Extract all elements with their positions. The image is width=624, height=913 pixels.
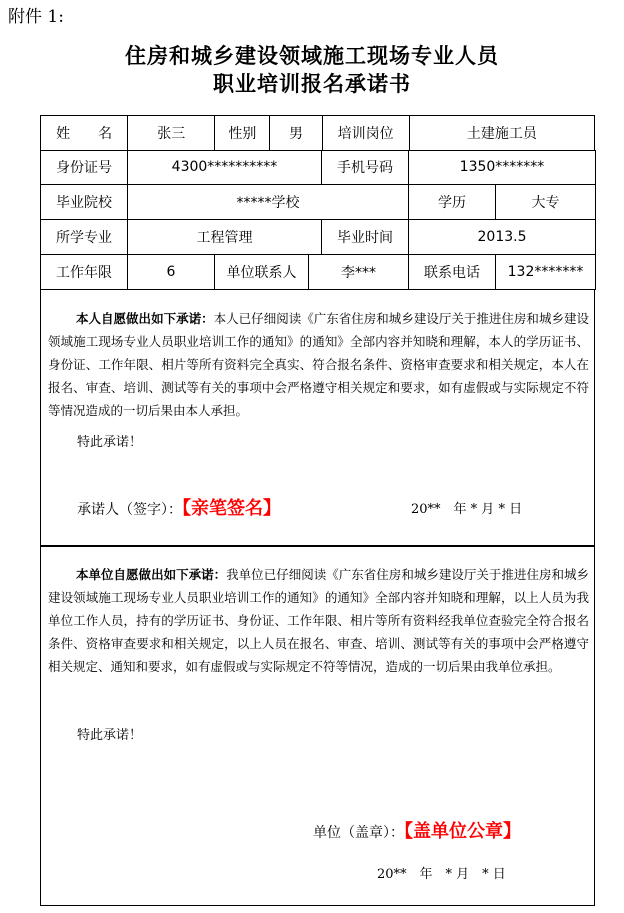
unit-special-note: 特此承诺！ [77, 728, 143, 743]
edu-value: 大专 [496, 185, 596, 220]
name-label: 姓 名 [41, 116, 128, 151]
unit-pledge-text [48, 563, 589, 678]
personal-pledge-section [40, 290, 595, 546]
contact-phone-value: 132******* [496, 255, 596, 290]
stamp-label: 单位（盖章）： [313, 825, 404, 841]
info-table-4 [40, 220, 596, 255]
pledge-form [40, 115, 595, 905]
info-table-2 [40, 150, 596, 185]
unit-contact-value: 李*** [309, 255, 409, 290]
table-row [41, 116, 595, 151]
school-label: 毕业院校 [41, 185, 128, 220]
personal-pledge-lead: 本人自愿做出如下承诺： [76, 311, 214, 326]
personal-pledge-body: 本人已仔细阅读《广东省住房和城乡建设厅关于推进住房和城乡建设领域施工现场专业人员职业培训工作的通知》的通知》全部内容并知晓和理解，本人的学历证书、身份证、工作年限、相片等所有资料完全真实、符合报名条件、资格审查要求和相关规定，本人在报名、审查、培训、测试等有关的事项中会严格遵守相关规定和要求，如有虚假或与实际规定不符等情况造成的一切后果由本人承担。 [48, 311, 589, 418]
grad-value: 2013.5 [409, 220, 596, 255]
contact-phone-label: 联系电话 [409, 255, 496, 290]
unit-date: 20** 年 * 月 * 日 [377, 867, 506, 882]
document-title: 住房和城乡建设领域施工现场专业人员 [125, 43, 499, 68]
personal-pledge-text [48, 307, 589, 422]
stamp-row [313, 817, 521, 843]
info-table-3 [40, 185, 596, 220]
signature-placeholder: 【亲笔签名】 [182, 498, 281, 519]
post-label: 培训岗位 [322, 116, 409, 151]
id-label: 身份证号 [41, 150, 128, 185]
post-value: 土建施工员 [409, 116, 594, 151]
unit-pledge-body: 我单位已仔细阅读《广东省住房和城乡建设厅关于推进住房和城乡建设领域施工现场专业人员职业培训工作的通知》的通知》全部内容并知晓和理解，以上人员为我单位工作人员，持有的学历证书、身份证、工作年限、相片等所有资料经我单位查验完全符合报名条件、资格审查要求和相关规定，以上人员在报名、审查、培训、测试等有关的事项中会严格遵守相关规定、通知和要求，如有虚假或与实际规定不符等情况，造成的一切后果由我单位承担。 [48, 567, 589, 674]
unit-contact-label: 单位联系人 [215, 255, 309, 290]
school-value: *****学校 [128, 185, 409, 220]
table-row [41, 150, 596, 185]
personal-date: 20** 年 * 月 * 日 [411, 502, 523, 517]
phone-label: 手机号码 [322, 150, 409, 185]
document-subtitle: 职业培训报名承诺书 [213, 71, 411, 96]
major-value: 工程管理 [128, 220, 322, 255]
years-label: 工作年限 [41, 255, 128, 290]
table-row [41, 185, 596, 220]
id-value: 4300********** [128, 150, 322, 185]
gender-label: 性别 [215, 116, 270, 151]
gender-value: 男 [270, 116, 322, 151]
unit-pledge-section [40, 546, 595, 906]
stamp-placeholder: 【盖单位公章】 [404, 821, 521, 842]
unit-pledge-lead: 本单位自愿做出如下承诺： [76, 567, 227, 582]
attachment-label: 附件 1: [8, 7, 64, 27]
edu-label: 学历 [409, 185, 496, 220]
signer-label: 承诺人（签字）： [77, 502, 182, 518]
years-value: 6 [128, 255, 215, 290]
personal-special-note: 特此承诺！ [77, 435, 143, 450]
signer-row [77, 494, 281, 520]
name-value: 张三 [128, 116, 215, 151]
major-label: 所学专业 [41, 220, 128, 255]
grad-label: 毕业时间 [322, 220, 409, 255]
table-row [41, 255, 596, 290]
info-table [40, 115, 595, 151]
table-row [41, 220, 596, 255]
info-table-5 [40, 255, 596, 290]
phone-value: 1350******* [409, 150, 596, 185]
